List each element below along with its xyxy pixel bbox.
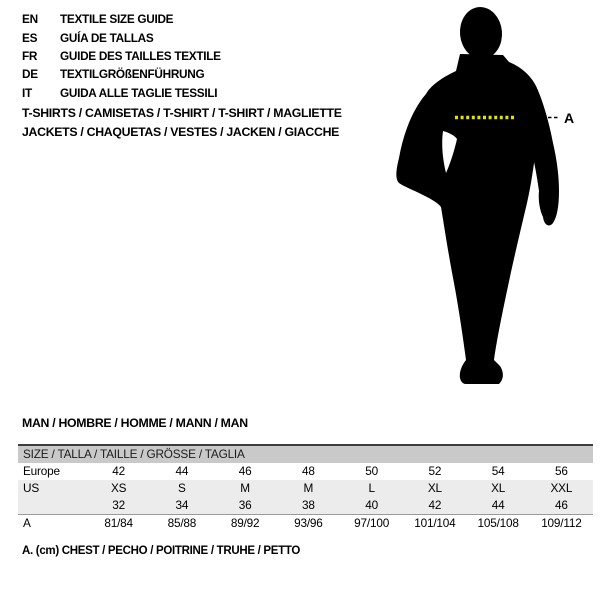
- size-table: [18, 444, 593, 532]
- language-list: [22, 10, 221, 102]
- table-row-europe: [18, 463, 593, 480]
- size-cell: 46: [555, 498, 568, 512]
- size-cell: 50: [365, 464, 378, 478]
- lang-label: GUIDA ALLE TAGLIE TESSILI: [60, 85, 218, 100]
- chest-footnote: A. (cm) CHEST / PECHO / POITRINE / TRUHE / PETTO: [22, 545, 301, 557]
- size-cell: 101/104: [414, 516, 456, 530]
- row-label: US: [23, 481, 39, 495]
- table-row-numeric: [18, 497, 593, 515]
- size-cell: 42: [112, 464, 125, 478]
- size-cell: 32: [112, 498, 125, 512]
- size-cell: 38: [302, 498, 315, 512]
- lang-row-fr: [22, 47, 221, 65]
- size-cell: L: [368, 481, 375, 495]
- silhouette-arm-gap: [442, 131, 457, 173]
- lang-label: TEXTILE SIZE GUIDE: [60, 12, 174, 27]
- lang-row-de: [22, 65, 221, 83]
- size-cell: M: [240, 481, 250, 495]
- size-cell: XXL: [550, 481, 573, 495]
- size-cell: 40: [365, 498, 378, 512]
- lang-code: IT: [22, 85, 32, 100]
- size-cell: 109/112: [541, 516, 582, 530]
- lang-row-en: [22, 10, 221, 28]
- table-row-us: [18, 480, 593, 497]
- lang-code: FR: [22, 48, 38, 63]
- table-row-chest-a: [18, 515, 593, 532]
- category-line-tshirts: T-SHIRTS / CAMISETAS / T-SHIRT / T-SHIRT / MAGLIETTE: [22, 106, 342, 120]
- size-cell: 89/92: [230, 516, 260, 530]
- row-label: [18, 497, 87, 514]
- size-cell: 56: [555, 464, 568, 478]
- category-line-jackets: JACKETS / CHAQUETAS / VESTES / JACKEN / GIACCHE: [22, 125, 340, 139]
- size-cell: M: [303, 481, 314, 495]
- size-cell: 44: [491, 498, 505, 512]
- measure-label-a: A: [564, 110, 575, 126]
- category-headings: [22, 104, 342, 142]
- size-cell: 46: [238, 464, 252, 478]
- size-cell: 52: [428, 464, 442, 478]
- size-cell: XL: [427, 481, 442, 495]
- lang-label: GUIDE DES TAILLES TEXTILE: [60, 48, 221, 63]
- lang-label: GUÍA DE TALLAS: [60, 30, 154, 45]
- size-table-header: SIZE / TALLA / TAILLE / GRÖSSE / TAGLIA: [18, 444, 593, 463]
- size-cell: S: [178, 481, 186, 495]
- size-cell: XL: [491, 481, 506, 495]
- silhouette-right-arm: [506, 61, 559, 225]
- size-cell: 93/96: [294, 516, 323, 530]
- silhouette-body: [396, 54, 538, 384]
- size-cell: 36: [238, 498, 252, 512]
- lang-code: EN: [22, 12, 38, 27]
- row-label: Europe: [23, 464, 60, 478]
- size-cell: 54: [491, 464, 505, 478]
- lang-label: TEXTILGRÖßENFÜHRUNG: [60, 67, 205, 82]
- lang-code: ES: [22, 30, 38, 45]
- lang-row-it: [22, 84, 221, 102]
- size-cell: 81/84: [104, 516, 133, 530]
- section-title-man: MAN / HOMBRE / HOMME / MANN / MAN: [22, 416, 248, 430]
- lang-row-es: [22, 28, 221, 46]
- size-cell: XS: [110, 481, 127, 495]
- size-cell: 97/100: [354, 516, 390, 530]
- size-cell: 44: [175, 464, 189, 478]
- size-cell: 48: [302, 464, 315, 478]
- size-cell: 105/108: [477, 516, 519, 530]
- size-cell: 85/88: [167, 516, 197, 530]
- lang-code: DE: [22, 67, 38, 82]
- size-cell: 34: [175, 498, 189, 512]
- silhouette-head: [458, 5, 504, 60]
- size-cell: 42: [428, 498, 442, 512]
- row-label: A: [23, 516, 31, 530]
